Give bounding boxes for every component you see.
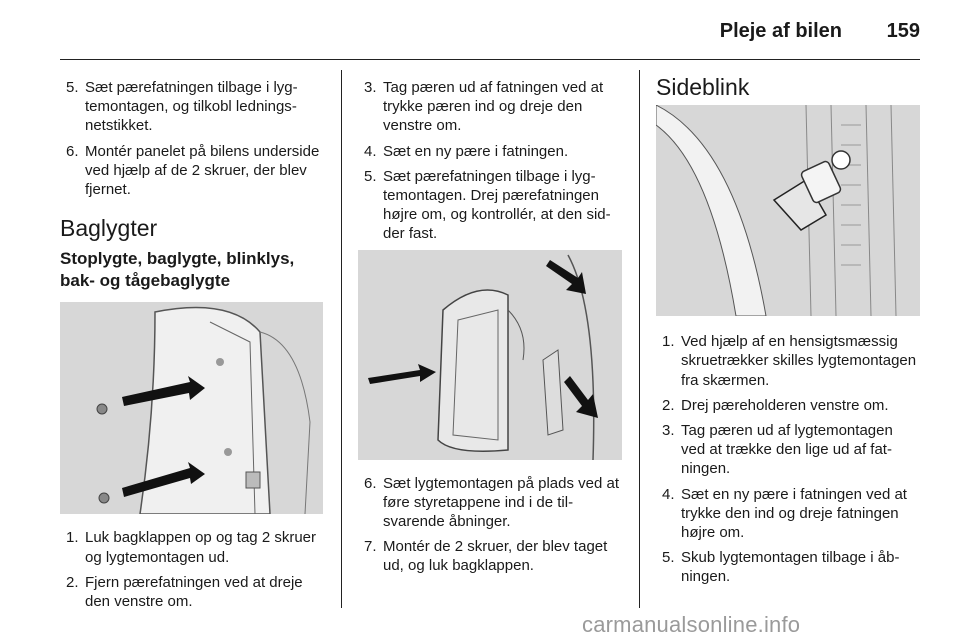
side-indicator-figure (656, 105, 920, 316)
section-title: Sideblink (656, 74, 750, 100)
column-3 (656, 74, 920, 593)
list-item: 3. Tag pæren ud af fatningen ved at trykke pæren ind og dreje den venstre om. (364, 79, 604, 135)
column-divider-1 (341, 70, 342, 608)
list-item: 7. Montér de 2 skruer, der blev taget ud, og luk bagklappen. (364, 538, 608, 575)
list-item: 5. Sæt pærefatningen tilbage i lygtemontagen. Drej pærefatningen højre om, og kontrollér, at den sidder fast. (364, 167, 611, 243)
page-number: 159 (886, 20, 920, 42)
list-item: 2. Drej pæreholderen venstre om. (662, 396, 889, 414)
header-rule (60, 59, 920, 60)
tail-light-refit-figure (358, 250, 622, 460)
list-item: 4. Sæt en ny pære i fatningen. (364, 142, 569, 160)
steps-list (60, 528, 325, 611)
column-1 (60, 78, 325, 617)
column-divider-2 (639, 70, 640, 608)
list-item: 1. Ved hjælp af en hensigtsmæssig skruetrækker skilles lygtemontagen fra skærmen. (662, 333, 917, 389)
page-header (0, 0, 960, 62)
steps-list (656, 332, 920, 586)
list-item: 1. Luk bagklappen op og tag 2 skruer og lygtemontagen ud. (66, 529, 316, 566)
list-item: 6. Montér panelet på bilens underside ved hjælp af de 2 skruer, der blev fjernet. (66, 142, 320, 199)
list-item: 3. Tag pæren ud af lygtemontagen ved at trække den lige ud af fatningen. (662, 422, 893, 478)
tail-light-figure (60, 302, 323, 514)
list-item: 2. Fjern pærefatningen ved at dreje den venstre om. (66, 573, 303, 611)
steps-list (358, 78, 624, 244)
page-title: Pleje af bilen (719, 20, 842, 42)
list-item: 5. Skub lygtemontagen tilbage i åbningen. (662, 549, 900, 586)
section-title: Baglygter (60, 215, 158, 242)
column-2 (358, 78, 624, 582)
subsection-title: Stoplygte, baglygte, blinklys, bak- og tågebaglygte (60, 249, 295, 291)
watermark: carmanualsonline.info (582, 612, 801, 637)
list-item: 5. Sæt pærefatningen tilbage i lygtemontagen, og tilkobl ledningsnetstikket. (66, 79, 298, 135)
list-item: 6. Sæt lygtemontagen på plads ved at føre styretappene ind i de tilsvarende åbninger. (364, 474, 619, 531)
steps-list (358, 474, 624, 576)
steps-list (60, 78, 325, 199)
list-item: 4. Sæt en ny pære i fatningen ved at trykke den ind og dreje fatningen højre om. (662, 485, 907, 542)
